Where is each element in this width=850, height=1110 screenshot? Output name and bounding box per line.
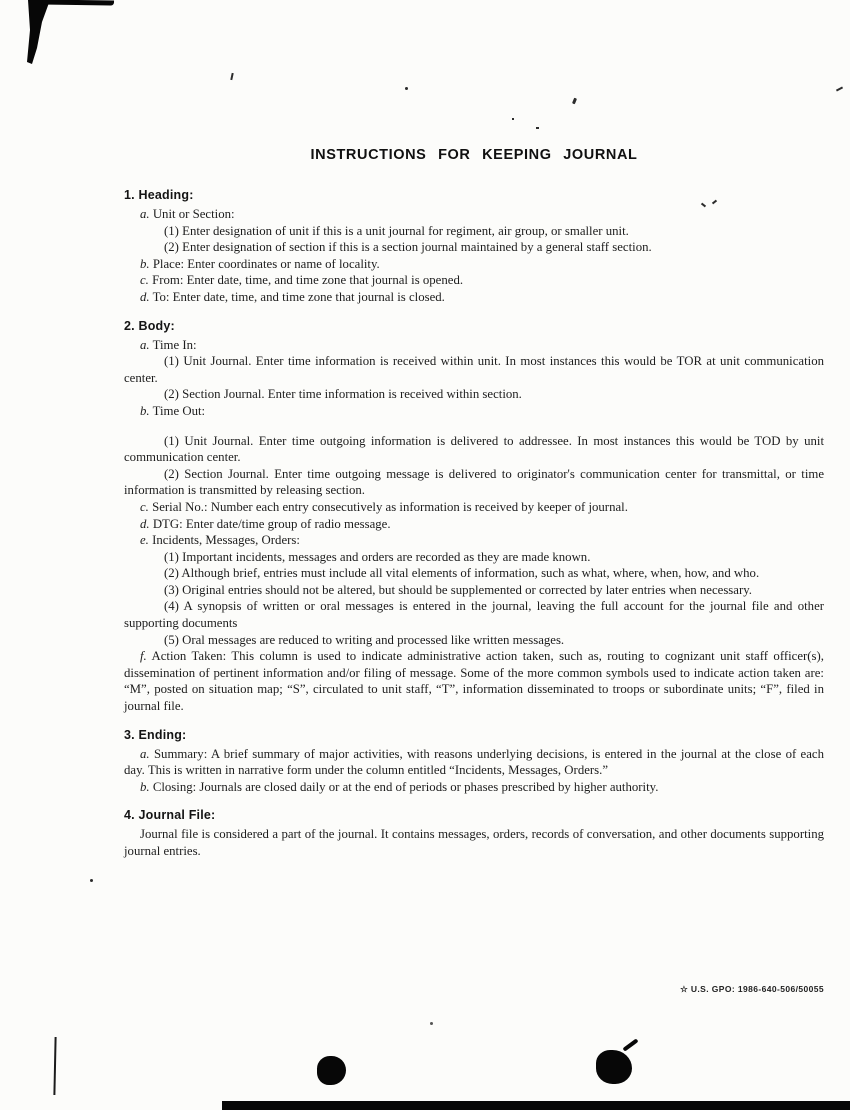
list-item xyxy=(124,632,824,649)
item-text: Although brief, entries must include all vital elements of information, such as what, where, when, how, and who. xyxy=(181,566,760,581)
section-1-title: 1. Heading: xyxy=(124,188,194,202)
item-number: (2) xyxy=(164,240,179,255)
list-item xyxy=(124,598,824,631)
item-text: Action Taken: This column is used to indicate administrative action taken, such as, routing to cognizant unit staff officer(s), dissemination of pertinent information and/or filing of message. Some of the more common symbols used to indicate action taken are: “M”, posted on situation map; “S”, circulated to unit staff, “T”, information disseminated to troops or subordinate units; “F”, filed in journal file. xyxy=(124,649,824,714)
item-letter: a. xyxy=(140,746,150,761)
item-letter: a. xyxy=(140,207,150,221)
list-item xyxy=(124,433,824,466)
item-text: DTG: Enter date/time group of radio message. xyxy=(152,516,391,531)
item-text: Serial No.: Number each entry consecutively as information is received by keeper of journal. xyxy=(152,499,628,514)
list-item xyxy=(124,565,824,582)
section-3-title: 3. Ending: xyxy=(124,727,187,742)
section-journal-file xyxy=(124,808,824,859)
item-text: Section Journal. Enter time outgoing message is delivered to originator's communication center for transmittal, or time information is transmitted by releasing section. xyxy=(124,466,825,498)
item-text: Incidents, Messages, Orders: xyxy=(152,533,300,548)
page-title: INSTRUCTIONS FOR KEEPING JOURNAL xyxy=(310,147,638,163)
item-number: (2) xyxy=(164,387,179,402)
item-text: Unit Journal. Enter time outgoing information is delivered to addressee. In most instances this would be TOD by unit communication center. xyxy=(124,433,824,465)
scan-artifact-left-line xyxy=(53,1037,56,1095)
item-text: Enter designation of unit if this is a unit journal for regiment, air group, or smaller unit. xyxy=(182,223,629,238)
scan-speck xyxy=(572,98,577,105)
scan-artifact-hole-punch-right xyxy=(596,1050,632,1084)
item-text: Place: Enter coordinates or name of locality. xyxy=(152,256,380,271)
item-letter: b. xyxy=(140,256,150,271)
item-text: To: Enter date, time, and time zone that journal is closed. xyxy=(152,289,445,304)
list-item xyxy=(124,779,824,796)
item-number: (5) xyxy=(164,632,179,647)
item-number: (1) xyxy=(164,549,179,564)
list-item xyxy=(124,532,824,549)
item-text: Original entries should not be altered, but should be supplemented or corrected by later entries when necessary. xyxy=(182,582,752,597)
scan-artifact-corner-ink xyxy=(26,0,54,66)
item-letter: a. xyxy=(140,337,150,352)
list-item xyxy=(124,272,824,289)
item-letter: d. xyxy=(140,516,150,531)
gpo-print-code: ☆ U.S. GPO: 1986-640-506/50055 xyxy=(680,984,824,994)
item-text: Journal file is considered a part of the journal. It contains messages, orders, records of conversation, and other documents supporting journal entries. xyxy=(124,827,824,858)
list-item xyxy=(124,353,824,386)
list-item xyxy=(124,549,824,566)
item-text: Time In: xyxy=(152,337,197,352)
scan-speck xyxy=(230,73,233,80)
list-item xyxy=(124,648,824,714)
list-item xyxy=(124,403,824,420)
list-item xyxy=(124,337,824,354)
item-text: Time Out: xyxy=(152,403,206,418)
list-item xyxy=(124,499,824,516)
list-item xyxy=(124,746,824,779)
scan-speck xyxy=(836,86,843,91)
item-text: A synopsis of written or oral messages is entered in the journal, leaving the full account for the journal file and other supporting documents xyxy=(124,599,825,631)
list-item xyxy=(124,516,824,533)
list-item xyxy=(124,386,824,403)
item-number: (1) xyxy=(164,433,179,448)
item-letter: f. xyxy=(140,649,147,664)
document-body xyxy=(124,147,824,860)
scan-artifact-bottom-bar xyxy=(222,1101,850,1110)
item-letter: c. xyxy=(140,499,149,514)
list-item xyxy=(124,466,824,499)
item-text: Closing: Journals are closed daily or at the end of periods or phases prescribed by higher authority. xyxy=(152,779,659,794)
section-body xyxy=(124,319,824,715)
scan-speck xyxy=(512,118,514,120)
section-ending xyxy=(124,728,824,796)
scan-artifact-hole-punch-left xyxy=(317,1056,346,1085)
item-number: (2) xyxy=(164,466,179,481)
scan-speck xyxy=(430,1022,433,1025)
item-letter: e. xyxy=(140,533,149,548)
list-item xyxy=(124,206,824,223)
item-letter: d. xyxy=(140,289,150,304)
paragraph xyxy=(124,826,824,859)
item-text: Enter designation of section if this is a section journal maintained by a general staff section. xyxy=(182,240,652,255)
item-text: Summary: A brief summary of major activities, with reasons underlying decisions, is entered in the journal at the close of each day. This is written in narrative form under the column entitled “Incidents, Messages, Orders.” xyxy=(124,746,824,778)
item-number: (2) xyxy=(164,566,179,581)
item-number: (1) xyxy=(164,354,179,369)
scan-speck xyxy=(405,87,408,90)
item-letter: c. xyxy=(140,273,149,288)
list-item xyxy=(124,289,824,306)
item-text: From: Enter date, time, and time zone that journal is opened. xyxy=(152,273,464,288)
list-item xyxy=(124,223,824,240)
list-item xyxy=(124,582,824,599)
scan-speck xyxy=(536,127,539,129)
item-text: Important incidents, messages and orders are recorded as they are made known. xyxy=(182,549,591,564)
scan-speck xyxy=(90,879,93,882)
item-text: Unit or Section: xyxy=(152,207,235,221)
section-2-title: 2. Body: xyxy=(124,318,175,333)
item-letter: b. xyxy=(140,403,150,418)
item-letter: b. xyxy=(140,779,150,794)
item-number: (4) xyxy=(164,599,179,614)
scan-artifact-blob-tail xyxy=(622,1038,638,1051)
item-text: Section Journal. Enter time information is received within section. xyxy=(182,387,522,402)
item-number: (3) xyxy=(164,582,179,597)
item-text: Unit Journal. Enter time information is received within unit. In most instances this would be TOR at unit communication center. xyxy=(124,354,824,385)
list-item xyxy=(124,256,824,273)
section-4-title: 4. Journal File: xyxy=(124,808,216,823)
list-item xyxy=(124,239,824,256)
item-text: Oral messages are reduced to writing and processed like written messages. xyxy=(182,632,565,647)
section-heading xyxy=(124,188,824,306)
item-number: (1) xyxy=(164,223,179,238)
